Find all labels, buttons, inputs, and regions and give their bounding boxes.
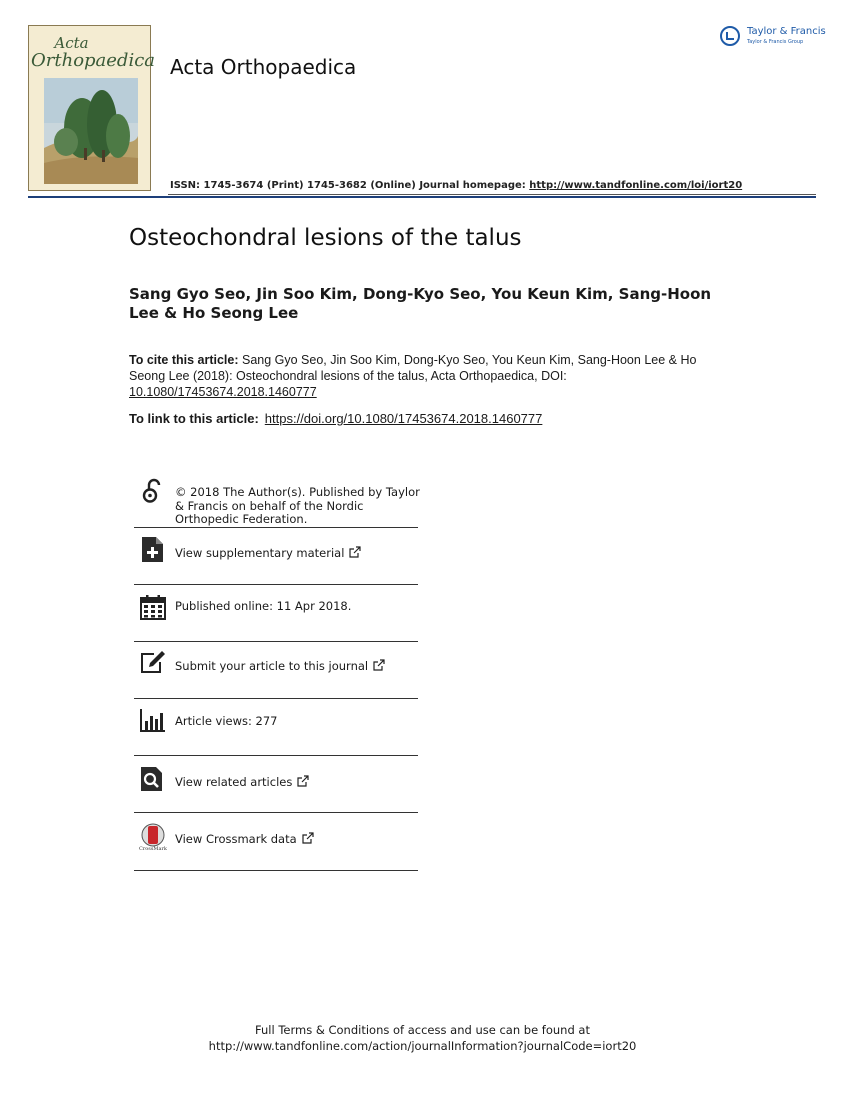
published-date: Published online: 11 Apr 2018. <box>175 599 352 613</box>
publisher-subtitle: Taylor & Francis Group <box>747 39 804 45</box>
external-link-icon <box>302 832 314 844</box>
journal-name: Acta Orthopaedica <box>170 55 357 79</box>
article-authors: Sang Gyo Seo, Jin Soo Kim, Dong-Kyo Seo, You Keun Kim, Sang-Hoon Lee & Ho Seong Lee <box>129 285 712 322</box>
article-doi-link[interactable]: https://doi.org/10.1080/17453674.2018.1460777 <box>264 411 543 426</box>
header-divider-thin <box>168 194 816 195</box>
issn-text: ISSN: 1745-3674 (Print) 1745-3682 (Online) Journal homepage: <box>170 180 530 191</box>
publisher-logo <box>718 25 828 49</box>
row-divider <box>134 870 418 871</box>
crossmark-badge <box>140 823 166 853</box>
header-divider <box>28 196 816 198</box>
article-link-line <box>129 411 542 426</box>
supplementary-link[interactable] <box>175 546 425 561</box>
crossmark-label: View Crossmark data <box>175 832 297 846</box>
crossmark-link[interactable] <box>175 832 425 847</box>
crossmark-row[interactable] <box>134 813 418 871</box>
published-row <box>134 585 418 642</box>
related-label: View related articles <box>175 775 293 789</box>
article-views: Article views: 277 <box>175 714 278 728</box>
bar-chart-icon <box>140 707 166 733</box>
submit-row[interactable] <box>134 642 418 699</box>
views-row <box>134 699 418 756</box>
external-link-icon <box>349 546 361 558</box>
citation-doi-link[interactable]: 10.1080/17453674.2018.1460777 <box>129 385 317 399</box>
journal-homepage-link[interactable]: http://www.tandfonline.com/loi/iort20 <box>529 180 743 191</box>
crossmark-icon <box>140 823 166 847</box>
supplementary-label: View supplementary material <box>175 546 345 560</box>
submit-label: Submit your article to this journal <box>175 659 369 673</box>
taylor-francis-logo-icon <box>720 26 740 46</box>
cover-painting <box>44 78 138 184</box>
file-plus-icon <box>140 536 166 562</box>
journal-cover-image <box>28 25 156 191</box>
cover-title-line1: Acta <box>54 34 89 52</box>
citation-text: Sang Gyo Seo, Jin Soo Kim, Dong-Kyo Seo, You Keun Kim, Sang-Hoon Lee & Ho Seong Lee (2018): Osteochondral lesions of the talus, Acta Orthopaedica, DOI: <box>129 353 697 383</box>
related-row[interactable] <box>134 756 418 813</box>
footer-terms-url[interactable]: http://www.tandfonline.com/action/journalInformation?journalCode=iort20 <box>208 1039 637 1053</box>
calendar-icon <box>140 594 166 620</box>
link-label: To link to this article: <box>129 411 259 426</box>
supplementary-row[interactable] <box>134 528 418 585</box>
open-access-row <box>134 478 418 528</box>
footer-line1: Full Terms & Conditions of access and use can be found at <box>255 1023 590 1037</box>
search-document-icon <box>140 766 166 792</box>
open-access-text: © 2018 The Author(s). Published by Taylor & Francis on behalf of the Nordic Orthopedic Federation. <box>175 485 420 526</box>
cover-title-line2: Orthopaedica <box>31 50 156 71</box>
edit-pencil-icon <box>140 650 166 676</box>
external-link-icon <box>297 775 309 787</box>
submit-link[interactable] <box>175 659 425 674</box>
citation-label: To cite this article: <box>129 353 239 367</box>
footer-terms <box>0 1022 845 1054</box>
related-link[interactable] <box>175 775 425 790</box>
publisher-name: Taylor & Francis <box>747 26 826 37</box>
crossmark-badge-label: CrossMark <box>139 846 167 852</box>
article-title: Osteochondral lesions of the talus <box>129 225 522 251</box>
citation-block <box>129 352 704 400</box>
external-link-icon <box>373 659 385 671</box>
open-access-icon <box>140 478 166 504</box>
issn-line <box>170 180 742 191</box>
